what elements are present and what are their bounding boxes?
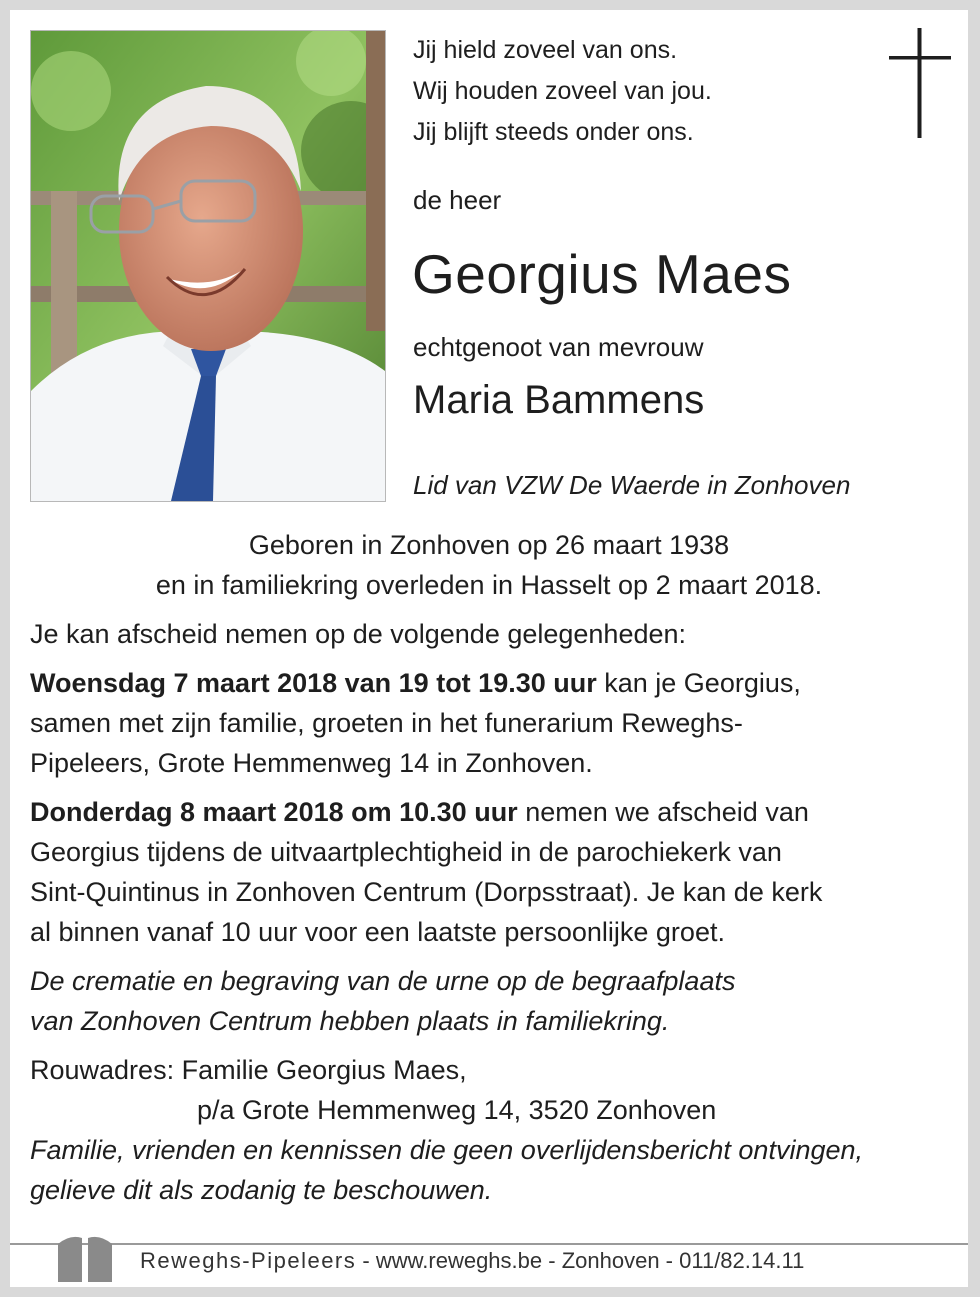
cross-icon <box>889 28 951 138</box>
cremation-line-2: van Zonhoven Centrum hebben plaats in familiekring. <box>30 1006 670 1036</box>
visitation-line-3: Pipeleers, Grote Hemmenweg 14 in Zonhoven. <box>30 748 593 778</box>
ceremony-line-2: Georgius tijdens de uitvaartplechtigheid in de parochiekerk van <box>30 837 782 867</box>
birth-death-block <box>30 525 948 605</box>
poem <box>413 30 712 153</box>
funeral-home-logo-icon <box>58 1232 112 1282</box>
farewell-intro: Je kan afscheid nemen op de volgende gelegenheden: <box>30 619 687 649</box>
visitation-line-2: samen met zijn familie, groeten in het funerarium Reweghs- <box>30 708 743 738</box>
visitation-line-1 <box>30 663 948 703</box>
address-line-1: Rouwadres: Familie Georgius Maes, <box>30 1055 467 1085</box>
ceremony-line-3: Sint-Quintinus in Zonhoven Centrum (Dorpsstraat). Je kan de kerk <box>30 877 823 907</box>
death-line: en in familiekring overleden in Hasselt op 2 maart 2018. <box>155 570 823 600</box>
poem-line-2: Wij houden zoveel van jou. <box>413 77 712 105</box>
footer-separator-1: - <box>356 1248 376 1273</box>
footer-separator-3: - <box>659 1248 680 1273</box>
footer-brand: Reweghs-Pipeleers <box>140 1248 357 1273</box>
birth-line: Geboren in Zonhoven op 26 maart 1938 <box>248 530 730 560</box>
notice-line-2: gelieve dit als zodanig te beschouwen. <box>30 1175 493 1205</box>
spouse-name: Maria Bammens <box>413 378 705 422</box>
ceremony-line-4: al binnen vanaf 10 uur voor een laatste persoonlijke groet. <box>30 917 725 947</box>
notice-line-1: Familie, vrienden en kennissen die geen overlijdensbericht ontvingen, <box>30 1135 864 1165</box>
notice-block <box>30 1130 948 1210</box>
portrait-photo <box>30 30 386 502</box>
visitation-line-1-rest: kan je Georgius, <box>596 668 801 698</box>
deceased-name: Georgius Maes <box>412 243 792 305</box>
footer <box>140 1248 804 1274</box>
ceremony-line-1-rest: nemen we afscheid van <box>517 797 809 827</box>
address-block <box>30 1050 948 1130</box>
membership-note: Lid van VZW De Waerde in Zonhoven <box>413 470 851 500</box>
ceremony-when: Donderdag 8 maart 2018 om 10.30 uur <box>30 797 518 827</box>
spouse-label: echtgenoot van mevrouw <box>413 332 704 362</box>
obituary-body <box>30 525 948 1210</box>
footer-town: Zonhoven <box>561 1248 660 1273</box>
visitation-block <box>30 663 948 783</box>
visitation-when: Woensdag 7 maart 2018 van 19 tot 19.30 uur <box>30 668 597 698</box>
deceased-title: de heer <box>413 185 502 215</box>
footer-divider <box>10 1243 968 1245</box>
obituary-card <box>10 10 968 1287</box>
ceremony-line-1 <box>30 792 948 832</box>
poem-line-1: Jij hield zoveel van ons. <box>413 36 678 64</box>
poem-line-3: Jij blijft steeds onder ons. <box>413 118 694 146</box>
address-line-2: p/a Grote Hemmenweg 14, 3520 Zonhoven <box>197 1095 717 1125</box>
ceremony-block <box>30 792 948 952</box>
footer-website[interactable]: www.reweghs.be <box>375 1248 543 1273</box>
portrait-illustration <box>31 31 385 501</box>
footer-phone: 011/82.14.11 <box>679 1248 805 1273</box>
cremation-block <box>30 961 948 1041</box>
footer-separator-2: - <box>542 1248 562 1273</box>
cremation-line-1: De crematie en begraving van de urne op de begraafplaats <box>30 966 736 996</box>
